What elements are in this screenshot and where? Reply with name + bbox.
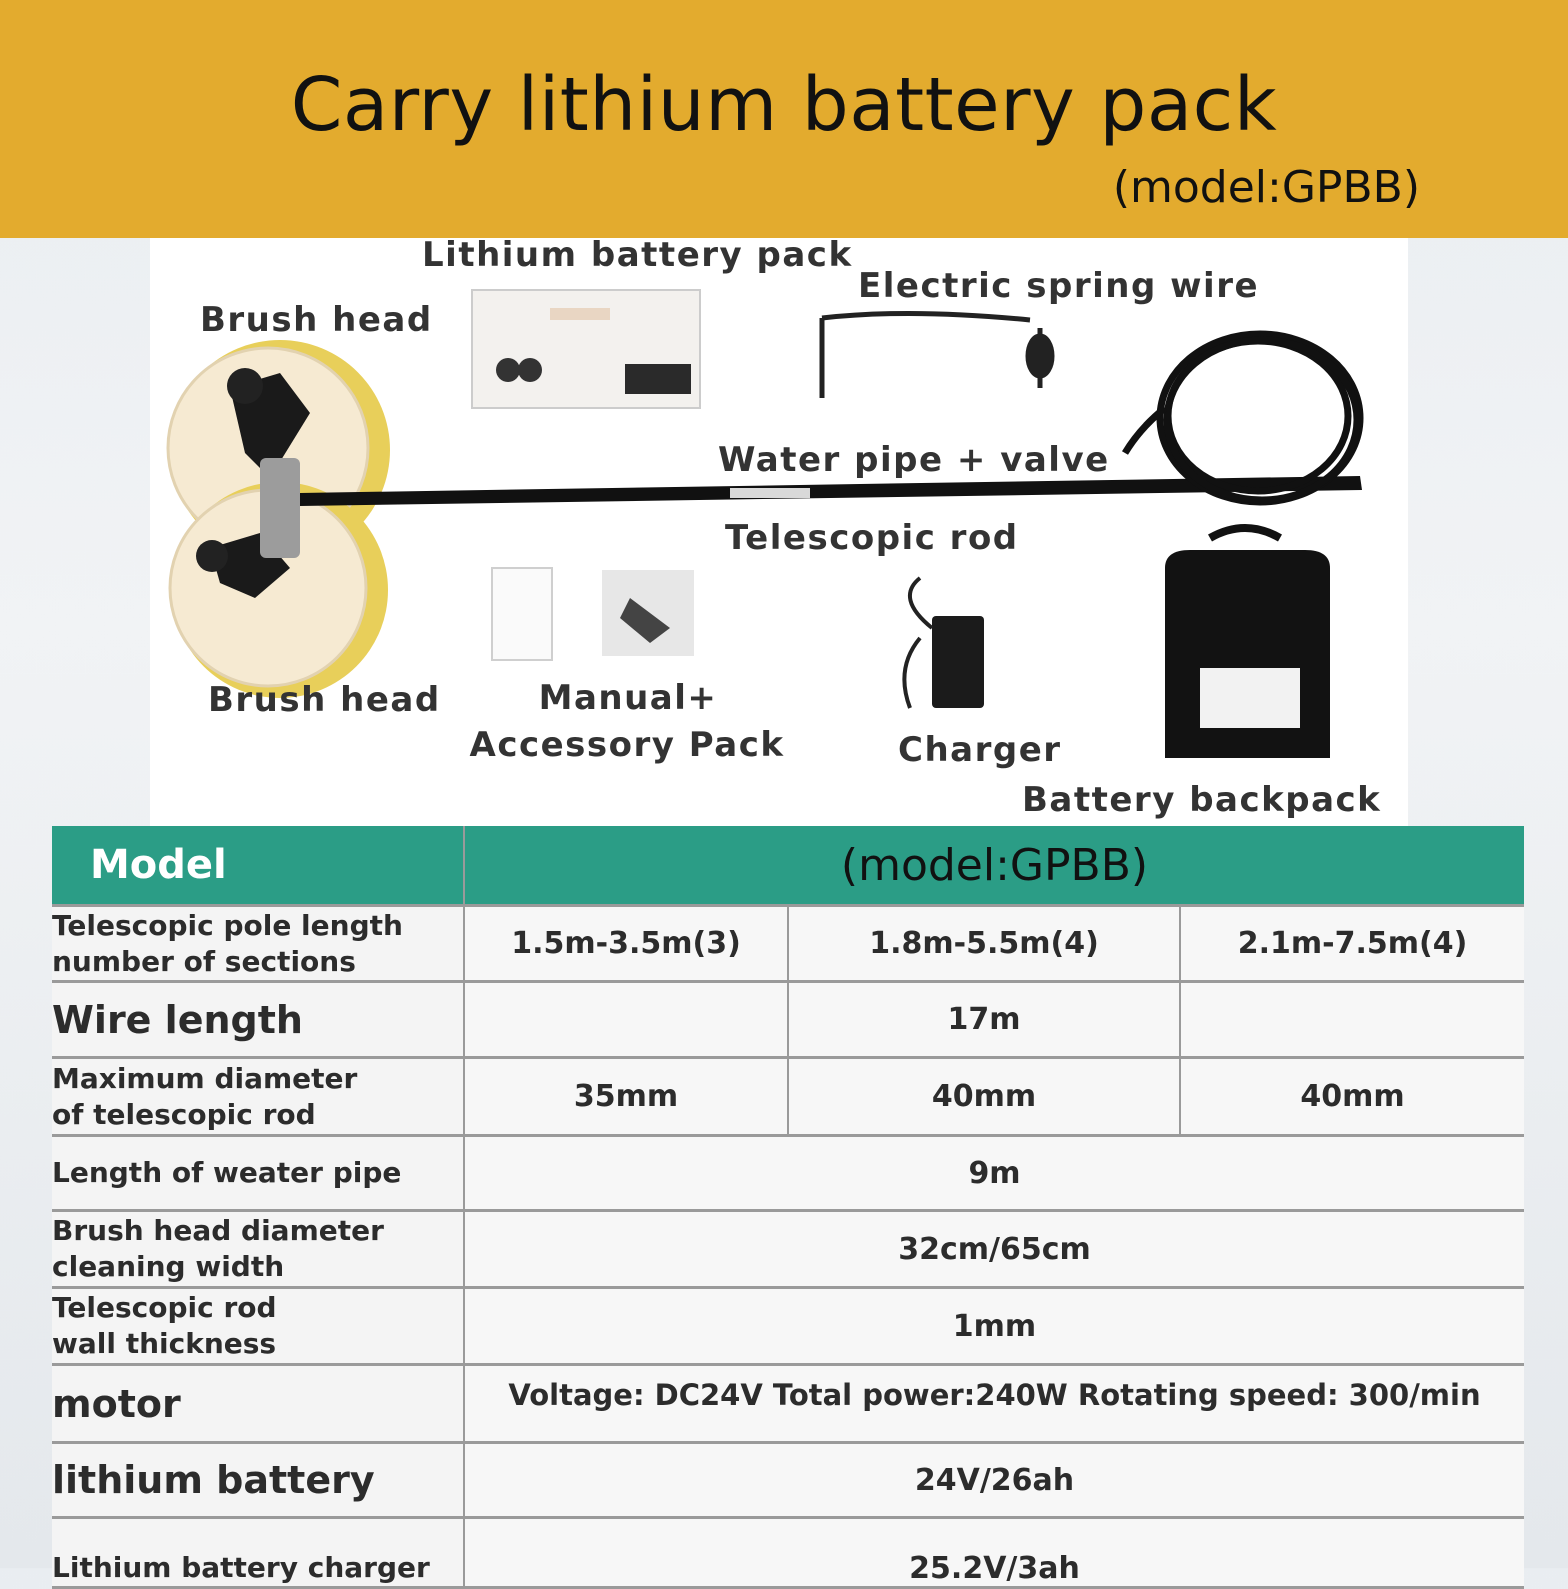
row-value: 40mm xyxy=(788,1058,1180,1136)
label-manual-line2: Accessory Pack xyxy=(469,725,785,765)
specification-table xyxy=(52,826,1524,1589)
row-label-line2: number of sections xyxy=(52,944,356,978)
label-charger: Charger xyxy=(898,730,1062,770)
label-electric-spring-wire: Electric spring wire xyxy=(858,266,1260,306)
row-label: Length of weater pipe xyxy=(52,1136,464,1211)
page-title: Carry lithium battery pack xyxy=(290,62,1278,148)
model-subtitle: (model:GPBB) xyxy=(1112,162,1420,213)
row-value: 35mm xyxy=(464,1058,788,1136)
backpack-image xyxy=(1165,528,1330,758)
row-value: 17m xyxy=(788,982,1180,1058)
row-value: 1mm xyxy=(464,1288,1524,1365)
table-row xyxy=(52,1365,1524,1443)
row-label: lithium battery xyxy=(52,1443,464,1518)
row-label-line2: wall thickness xyxy=(52,1327,277,1360)
header-value: (model:GPBB) xyxy=(464,826,1524,906)
row-value: 24V/26ah xyxy=(464,1443,1524,1518)
title-banner xyxy=(0,0,1568,238)
label-brush-head-bottom: Brush head xyxy=(208,680,441,720)
table-row xyxy=(52,1288,1524,1365)
header-label: Model xyxy=(52,826,464,906)
table-row xyxy=(52,906,1524,982)
row-label-line2: of telescopic rod xyxy=(52,1097,316,1131)
row-value: 25.2V/3ah xyxy=(464,1518,1524,1588)
water-pipe-image xyxy=(1125,334,1360,502)
row-label xyxy=(52,1211,464,1288)
row-value: 1.8m-5.5m(4) xyxy=(788,906,1180,982)
row-label: Wire length xyxy=(52,982,464,1058)
product-photo xyxy=(150,235,1408,828)
spring-wire-image xyxy=(822,313,1052,398)
manual-image xyxy=(492,568,552,660)
row-label: Lithium battery charger xyxy=(52,1518,464,1588)
row-label-line2: cleaning width xyxy=(52,1250,285,1283)
label-manual-line1: Manual+ xyxy=(538,678,718,718)
row-label: motor xyxy=(52,1365,464,1443)
table-header-row xyxy=(52,826,1524,906)
row-value-empty xyxy=(1180,982,1524,1058)
table-row xyxy=(52,1443,1524,1518)
charger-image xyxy=(904,578,984,708)
table-row xyxy=(52,1211,1524,1288)
battery-pack-image xyxy=(472,290,700,408)
row-value: 9m xyxy=(464,1136,1524,1211)
row-value-empty xyxy=(464,982,788,1058)
row-value: 1.5m-3.5m(3) xyxy=(464,906,788,982)
row-value: Voltage: DC24V Total power:240W Rotating speed: 300/min xyxy=(464,1365,1524,1443)
label-water-pipe-valve: Water pipe + valve xyxy=(718,440,1110,480)
row-value: 32cm/65cm xyxy=(464,1211,1524,1288)
row-label-line1: Maximum diameter xyxy=(52,1061,358,1095)
brush-joint-image xyxy=(260,458,300,558)
label-telescopic-rod: Telescopic rod xyxy=(725,518,1019,558)
row-label-line1: Telescopic pole length xyxy=(52,908,403,942)
table-row xyxy=(52,982,1524,1058)
table-row xyxy=(52,1136,1524,1211)
label-brush-head-top: Brush head xyxy=(200,300,433,340)
row-label xyxy=(52,1058,464,1136)
row-value: 40mm xyxy=(1180,1058,1524,1136)
label-lithium-battery-pack: Lithium battery pack xyxy=(422,235,853,275)
row-label xyxy=(52,1288,464,1365)
table-row xyxy=(52,1518,1524,1588)
table-row xyxy=(52,1058,1524,1136)
row-label-line1: Brush head diameter xyxy=(52,1214,384,1247)
row-value: 2.1m-7.5m(4) xyxy=(1180,906,1524,982)
label-battery-backpack: Battery backpack xyxy=(1022,780,1382,820)
row-label xyxy=(52,906,464,982)
row-label-line1: Telescopic rod xyxy=(52,1291,277,1324)
